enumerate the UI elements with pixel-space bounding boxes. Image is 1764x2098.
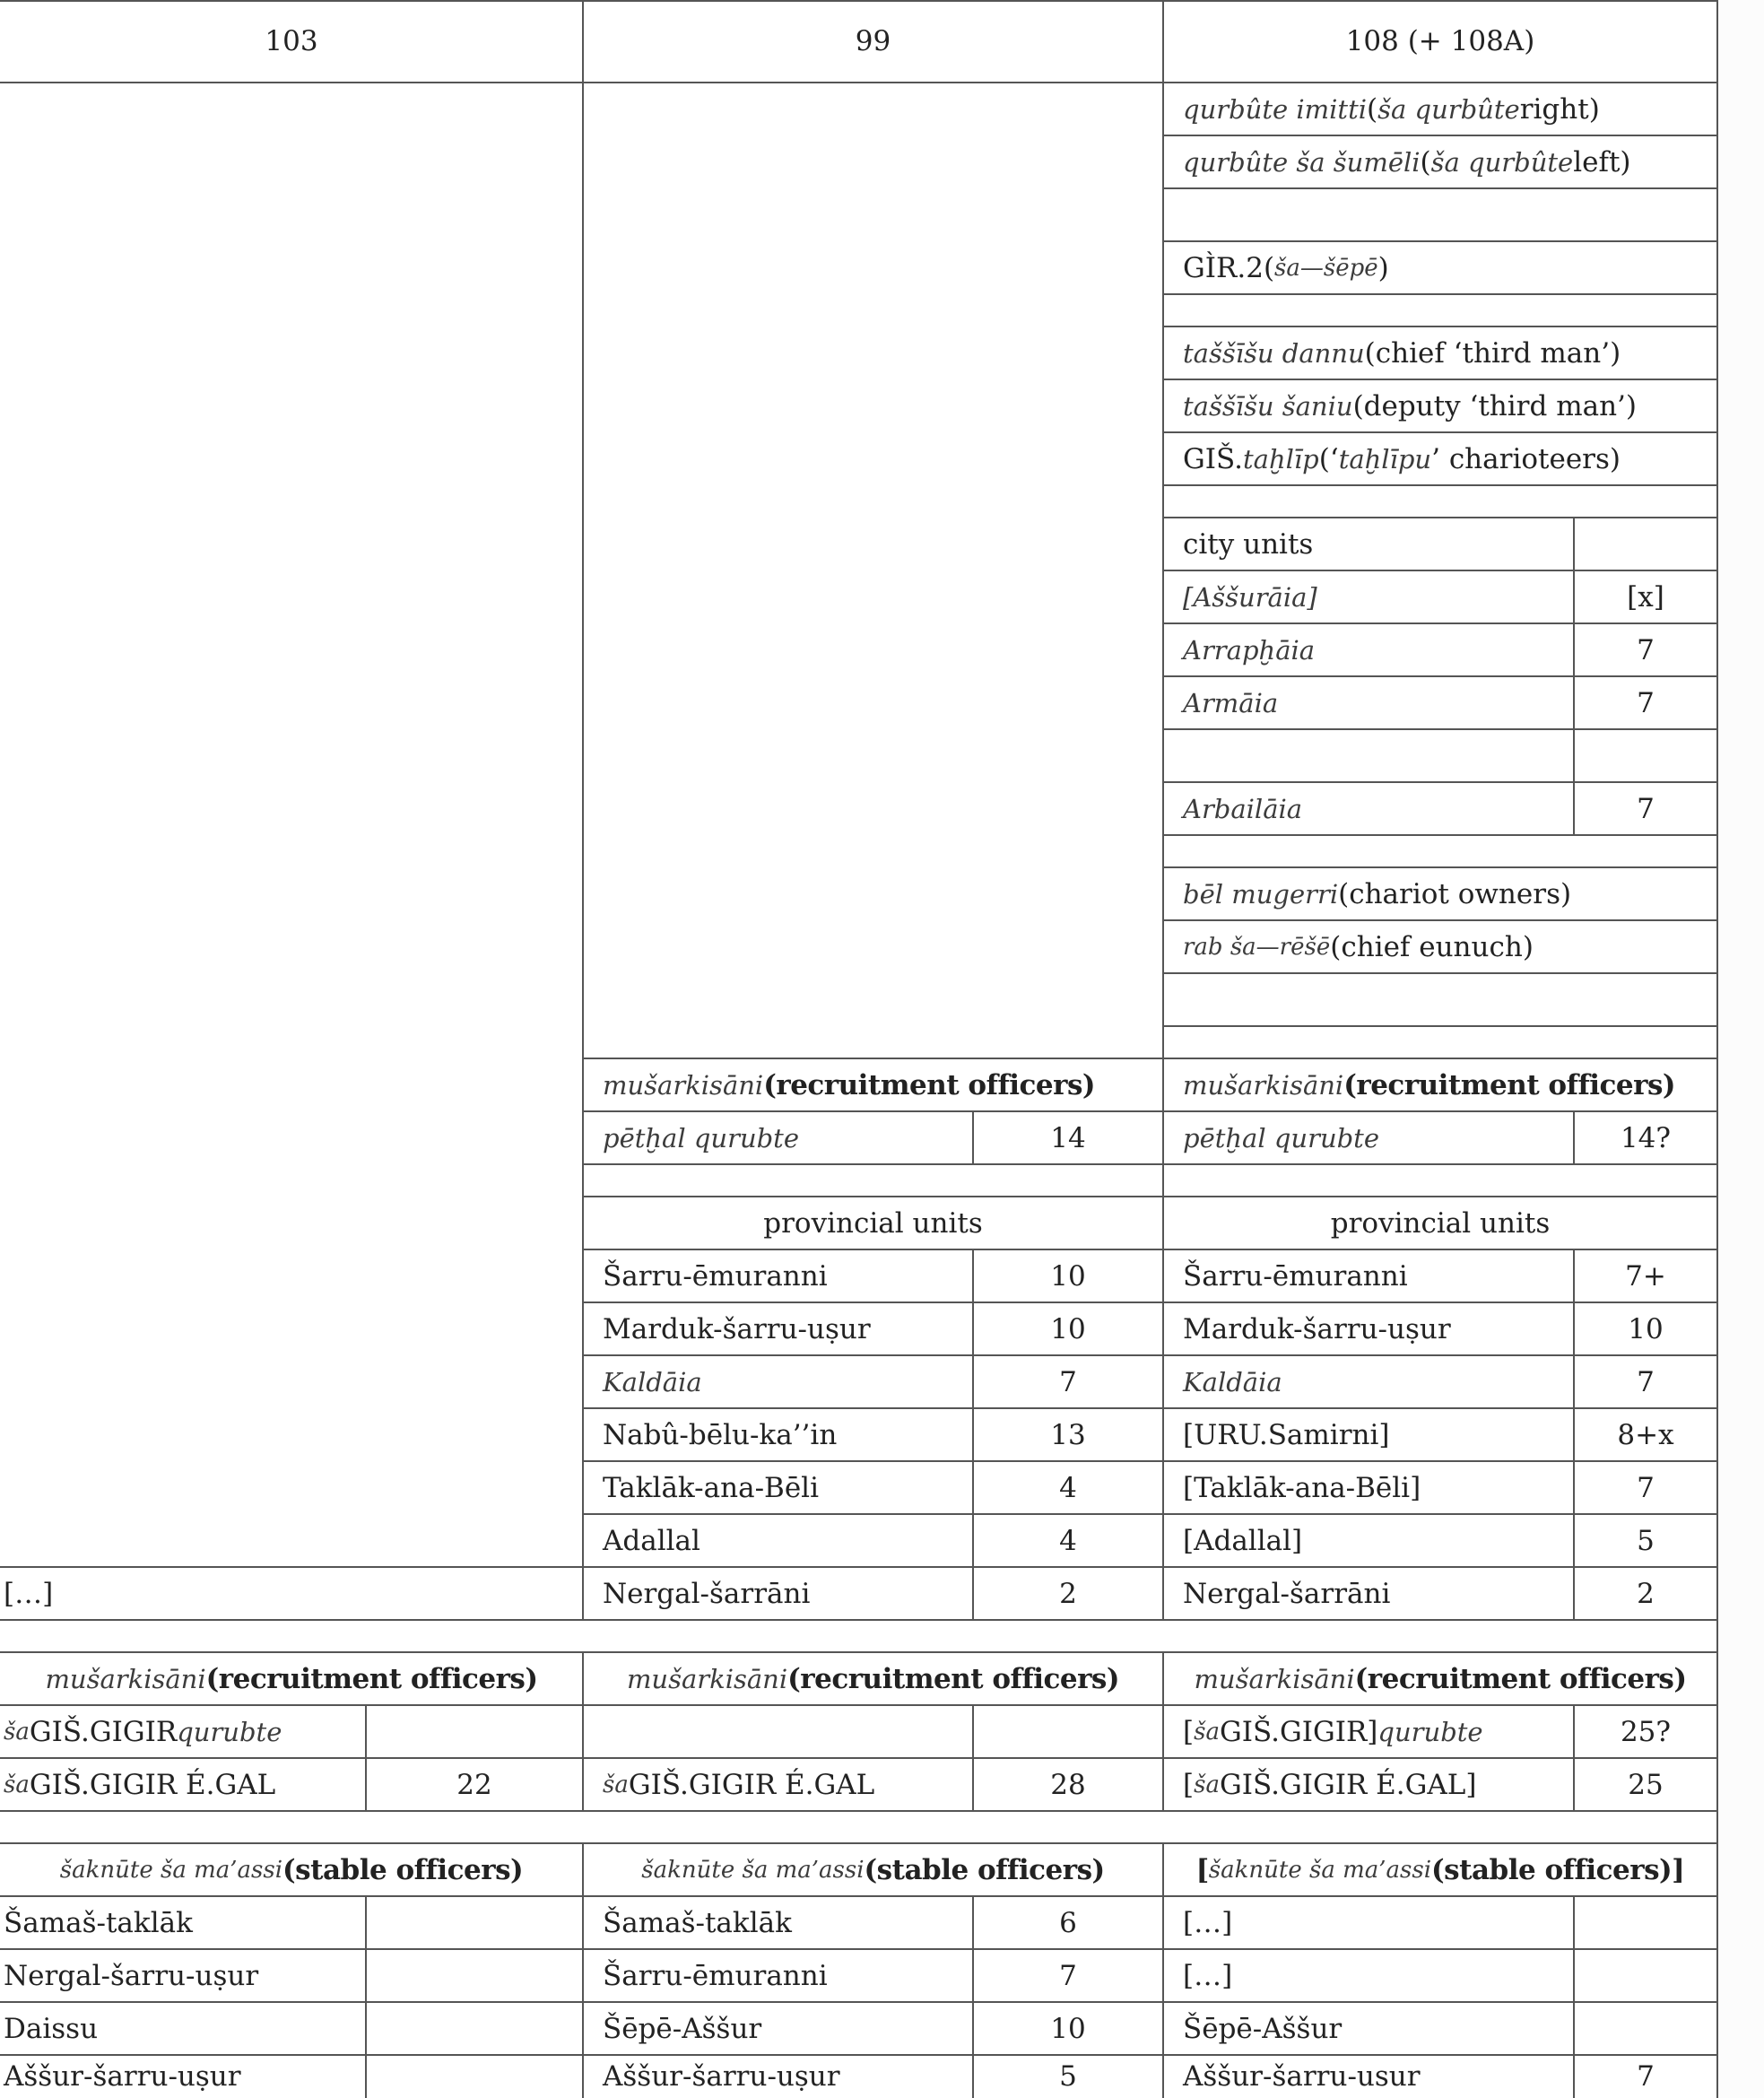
provincial-unit-value-99: 13 (1050, 1418, 1086, 1451)
provincial-unit-name-99: Nabû-bēlu-ka’’in (603, 1418, 838, 1451)
divider (582, 0, 584, 1567)
city-unit-name: Arrapḫāia (1183, 634, 1316, 666)
pethal-value-99: 14 (1050, 1121, 1086, 1154)
rule (0, 1895, 1718, 1897)
lacuna-103: […] (4, 1577, 54, 1610)
musarkisani-2-header-103: mušarkisāni (recruitment officers) (45, 1662, 538, 1695)
row-gis-tahlip (0, 432, 1764, 485)
musarkisani-2-row (0, 1758, 1764, 1811)
rule (583, 1110, 1718, 1112)
rule (0, 1619, 1718, 1621)
rule (1163, 834, 1718, 836)
provincial-unit-name-99: Marduk-šarru-uṣur (603, 1312, 871, 1345)
provincial-unit-name-99: Nergal-šarrāni (603, 1577, 811, 1610)
rule (1163, 728, 1718, 730)
row-taslisu-dannu (0, 326, 1764, 379)
city-unit-value: [x] (1627, 580, 1664, 614)
provincial-unit-value-99: 10 (1050, 1259, 1086, 1293)
provincial-unit-value-108: 7 (1637, 1471, 1655, 1504)
provincial-units-row (0, 1355, 1764, 1408)
divider (1716, 0, 1718, 2098)
divider (1162, 0, 1164, 1620)
city-units-row (0, 623, 1764, 676)
row-bel-mugerri (0, 867, 1764, 920)
gigir-qurubte-108: [ ša GIŠ.GIGIR] qurubte (1183, 1715, 1483, 1748)
rule (1163, 919, 1718, 921)
rule (1163, 972, 1718, 974)
rule (583, 1249, 1718, 1250)
provincial-units-heading-108: provincial units (1330, 1206, 1551, 1240)
divider (582, 1652, 584, 1811)
saknute-value-108: 7 (1637, 2060, 1655, 2093)
rule (1163, 293, 1718, 295)
provincial-unit-value-99: 4 (1059, 1524, 1077, 1557)
rule (0, 82, 1718, 83)
provincial-units-row (0, 1461, 1764, 1514)
gigir-qurubte-value-103 (366, 1705, 583, 1758)
rule (583, 1163, 1718, 1165)
divider (972, 1249, 974, 1620)
provincial-unit-value-108: 2 (1637, 1577, 1655, 1610)
rule (0, 2001, 1718, 2003)
musarkisani-2-header-108: mušarkisāni (recruitment officers) (1194, 1662, 1687, 1695)
musarkisani-header-108: mušarkisāni (recruitment officers) (1183, 1068, 1676, 1101)
provincial-unit-name-99: Šarru-ēmuranni (603, 1259, 828, 1293)
saknute-name-103: Nergal-šarru-uṣur (4, 1959, 259, 1992)
provincial-unit-name-108: [Adallal] (1183, 1524, 1303, 1557)
provincial-units-heading-99: provincial units (763, 1206, 983, 1240)
rule (0, 1757, 1718, 1759)
saknute-header-103: šaknūte ša ma’assi (stable officers) (59, 1853, 524, 1886)
rule (583, 1058, 1718, 1059)
qurbute-sumeli-cell: qurbûte ša šumēli ( ša qurbûte left) (1183, 145, 1631, 178)
musarkisani-2-header-99: mušarkisāni (recruitment officers) (626, 1662, 1120, 1695)
gigir-egal-value-99: 28 (1050, 1768, 1086, 1801)
saknute-header-99: šaknūte ša ma’assi (stable officers) (641, 1853, 1105, 1886)
provincial-unit-name-108: [Taklāk-ana-Bēli] (1183, 1471, 1421, 1504)
row-rab-sa-rese (0, 920, 1764, 973)
saknute-name-99: Šēpē-Aššur (603, 2012, 762, 2045)
gigir-egal-value-108: 25 (1628, 1768, 1664, 1801)
saknute-value-99: 6 (1059, 1906, 1077, 1939)
rule (1163, 431, 1718, 433)
rule (1163, 866, 1718, 868)
column-header-103: 103 (265, 25, 318, 57)
provincial-unit-value-108: 7+ (1625, 1259, 1666, 1293)
pethal-row (0, 1111, 1764, 1164)
rule (583, 1301, 1718, 1303)
gigir-qurubte-103: ša GIŠ.GIGIR qurubte (4, 1715, 282, 1748)
rule (0, 0, 1718, 2)
saknute-row (0, 2002, 1764, 2055)
city-units-heading-row (0, 518, 1764, 570)
divider (1162, 1843, 1164, 2098)
rule (0, 2054, 1718, 2056)
rule (0, 1948, 1718, 1950)
saknute-name-99: Šamaš-taklāk (603, 1906, 792, 1939)
row-gir2 (0, 241, 1764, 294)
city-units-heading: city units (1183, 527, 1314, 561)
divider (582, 1567, 584, 1620)
gigir-egal-99: ša GIŠ.GIGIR É.GAL (603, 1768, 875, 1801)
column-header-99: 99 (855, 25, 891, 57)
city-units-row (0, 676, 1764, 729)
city-units-row (0, 729, 1764, 782)
gigir-egal-value-103: 22 (456, 1768, 492, 1801)
row-qurbute-imitti (0, 83, 1764, 135)
taslisu-saniu-cell: taššīšu šaniu (deputy ‘third man’) (1183, 389, 1637, 422)
divider (972, 1896, 974, 2098)
divider (1162, 1652, 1164, 1811)
rule (583, 1460, 1718, 1462)
bel-mugerri-cell: bēl mugerri (chariot owners) (1183, 877, 1572, 910)
saknute-value-99: 10 (1050, 2012, 1086, 2045)
column-header-row (0, 0, 1764, 83)
provincial-unit-value-108: 8+x (1617, 1418, 1674, 1451)
provincial-unit-name-99: Taklāk-ana-Bēli (603, 1471, 820, 1504)
musarkisani-2-row (0, 1705, 1764, 1758)
divider (1573, 1249, 1575, 1620)
saknute-value-108 (1574, 1896, 1717, 1949)
rule (583, 1354, 1718, 1356)
divider (1573, 1896, 1575, 2098)
saknute-header-row (0, 1843, 1764, 1896)
pethal-value-108: 14? (1620, 1121, 1672, 1154)
rule (1163, 675, 1718, 677)
provincial-units-row (0, 1408, 1764, 1461)
provincial-unit-name-108: Kaldāia (1183, 1366, 1282, 1397)
saknute-value-103 (366, 2002, 583, 2055)
city-unit-value (1574, 729, 1717, 782)
divider (972, 1111, 974, 1164)
musarkisani-header-row (0, 1058, 1764, 1111)
row-qurbute-sumeli (0, 135, 1764, 188)
divider (365, 1896, 367, 2098)
rule (1163, 517, 1718, 518)
rule (1163, 570, 1718, 571)
gigir-qurubte-value-108: 25? (1620, 1715, 1672, 1748)
musarkisani-2-header-row (0, 1652, 1764, 1705)
saknute-header-108: [ šaknūte ša ma’assi (stable officers)] (1195, 1853, 1685, 1886)
provincial-unit-name-99: Kaldāia (603, 1366, 702, 1397)
saknute-name-108: […] (1183, 1959, 1233, 1992)
rule (0, 1810, 1718, 1812)
taslisu-dannu-cell: taššīšu dannu (chief ‘third man’) (1183, 336, 1621, 370)
provincial-unit-value-99: 2 (1059, 1577, 1077, 1610)
rule (1163, 187, 1718, 189)
saknute-value-103 (366, 2055, 583, 2098)
rule (583, 1196, 1718, 1197)
divider (1573, 1111, 1575, 1164)
saknute-value-103 (366, 1949, 583, 2002)
saknute-value-103 (366, 1896, 583, 1949)
provincial-units-last-row (0, 1567, 1764, 1620)
city-unit-name: Armāia (1183, 687, 1279, 718)
city-unit-value: 7 (1637, 633, 1655, 666)
rab-sa-rese-cell: rab ša—rēšē (chief eunuch) (1183, 930, 1534, 963)
saknute-row (0, 2055, 1764, 2098)
provincial-unit-value-108: 10 (1628, 1312, 1664, 1345)
city-units-row (0, 570, 1764, 623)
saknute-name-108: Šēpē-Aššur (1183, 2012, 1343, 2045)
city-unit-name: [Aššurāia] (1183, 581, 1317, 613)
provincial-unit-value-99: 7 (1059, 1365, 1077, 1398)
rule (1163, 1025, 1718, 1027)
rule (0, 1704, 1718, 1706)
city-unit-name: Arbailāia (1183, 793, 1303, 824)
provincial-unit-name-108: Nergal-šarrāni (1183, 1577, 1391, 1610)
provincial-unit-name-108: Marduk-šarru-uṣur (1183, 1312, 1451, 1345)
saknute-name-99: Šarru-ēmuranni (603, 1959, 828, 1992)
gigir-qurubte-value-99 (973, 1705, 1163, 1758)
divider (582, 1843, 584, 2098)
saknute-name-103: Daissu (4, 2012, 99, 2045)
rule (1163, 135, 1718, 136)
row-taslisu-saniu (0, 379, 1764, 432)
provincial-unit-value-108: 5 (1637, 1524, 1655, 1557)
gir2-cell: GÌR.2 ( ša—šēpē ) (1183, 251, 1389, 284)
saknute-row (0, 1896, 1764, 1949)
pethal-name-99: pētḫal qurubte (603, 1122, 800, 1153)
rule (1163, 326, 1718, 327)
city-units-row (0, 782, 1764, 835)
saknute-name-103: Šamaš-taklāk (4, 1906, 193, 1939)
saknute-row (0, 1949, 1764, 2002)
gigir-egal-103: ša GIŠ.GIGIR É.GAL (4, 1768, 276, 1801)
saknute-name-103: Aššur-šarru-uṣur (4, 2060, 241, 2093)
saknute-name-108: […] (1183, 1906, 1233, 1939)
gigir-egal-108: [ ša GIŠ.GIGIR É.GAL] (1183, 1768, 1477, 1801)
saknute-value-99: 5 (1059, 2060, 1077, 2093)
rule (1163, 622, 1718, 624)
rule (1163, 484, 1718, 486)
rule (1163, 379, 1718, 380)
provincial-unit-name-108: Šarru-ēmuranni (1183, 1259, 1408, 1293)
city-unit-name (1163, 729, 1574, 782)
rule (0, 1842, 1718, 1844)
provincial-units-row (0, 1514, 1764, 1567)
gis-tahlip-cell: GIŠ. taḫlīp (‘ taḫlīpu ’ charioteers) (1183, 442, 1621, 475)
saknute-value-108 (1574, 2002, 1717, 2055)
provincial-unit-name-99: Adallal (603, 1524, 700, 1557)
provincial-units-row (0, 1302, 1764, 1355)
provincial-unit-value-108: 7 (1637, 1365, 1655, 1398)
rule (0, 1566, 1718, 1568)
provincial-units-heading-row (0, 1197, 1764, 1249)
qurbute-imitti-cell: qurbûte imitti ( ša qurbûte right) (1183, 92, 1600, 126)
provincial-units-row (0, 1249, 1764, 1302)
rule (1163, 240, 1718, 242)
provincial-unit-value-99: 10 (1050, 1312, 1086, 1345)
rule (583, 1407, 1718, 1409)
rule (1163, 781, 1718, 783)
gigir-qurubte-99 (583, 1705, 973, 1758)
saknute-name-99: Aššur-šarru-uṣur (603, 2060, 840, 2093)
pethal-name-108: pētḫal qurubte (1183, 1122, 1380, 1153)
rule (583, 1513, 1718, 1515)
saknute-value-99: 7 (1059, 1959, 1077, 1992)
saknute-name-108: Aššur-šarru-usur (1183, 2060, 1421, 2093)
provincial-unit-name-108: [URU.Samirni] (1183, 1418, 1390, 1451)
musarkisani-header-99: mušarkisāni (recruitment officers) (603, 1068, 1096, 1101)
provincial-unit-value-99: 4 (1059, 1471, 1077, 1504)
rule (0, 1651, 1718, 1653)
saknute-value-108 (1574, 1949, 1717, 2002)
city-unit-value: 7 (1637, 686, 1655, 719)
city-unit-value: 7 (1637, 792, 1655, 825)
column-header-108: 108 (+ 108A) (1345, 25, 1535, 57)
